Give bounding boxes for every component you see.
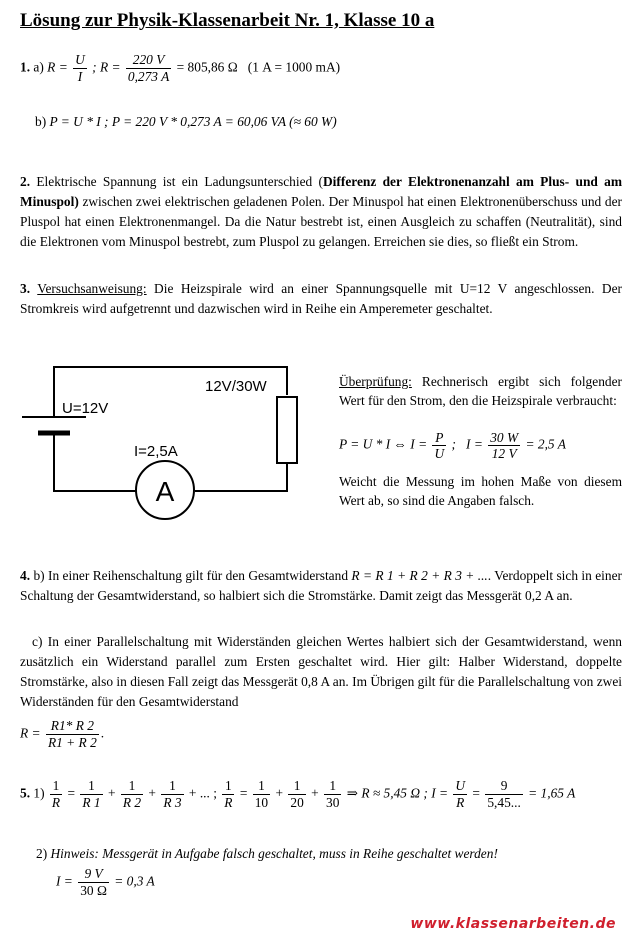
q5-frac-a3: $\frac{1}{R 3}$ xyxy=(163,778,182,810)
q1a-fraction-ui: $\frac{U}{I}$ xyxy=(75,52,85,84)
check-lhs: P = U * I ⇔ I = xyxy=(339,436,428,452)
q5-frac-b3: $\frac{1}{30}$ xyxy=(326,778,340,810)
resistor-icon xyxy=(277,397,297,463)
q5-frac-values: $\frac{9}{5,45...}$ xyxy=(487,778,521,810)
q5-2-line xyxy=(36,846,498,862)
q3-number: 3. xyxy=(20,281,31,296)
q4c-paragraph: c) In einer Parallelschaltung mit Widerständen gleichen Wertes halbiert sich der Gesamtwiderstand, wenn zusätzlich ein Widerstand parallel zum Ersten geschaltet wird. Hier gilt: Halber Widerstand, doppelte Stromstärke, also in diesen Fall zeigt das Messgerät 0,8 A an. Im Übrigen gilt für die Parallelschaltung von zwei Widerständen für den Gesamtwiderstand xyxy=(20,634,622,709)
check-mid: ; I = xyxy=(451,436,483,452)
q4c-formula xyxy=(20,718,104,751)
q5-number: 5. xyxy=(20,785,31,801)
q5-frac-b0: $\frac{1}{R}$ xyxy=(224,778,233,810)
q4-number: 4. xyxy=(20,568,31,583)
q1-number: 1. xyxy=(20,59,31,75)
q4b-text-1: b) In einer Reihenschaltung gilt für den Gesamtwiderstand xyxy=(33,568,352,583)
check-result: = 2,5 A xyxy=(525,436,566,452)
footer-website-link[interactable]: www.klassenarbeiten.de xyxy=(410,916,616,932)
q4c-fraction: $\frac{R1* R 2}{R1 + R 2}$ xyxy=(47,718,97,750)
q1a-lhs: R = xyxy=(47,59,68,75)
q5-i-lhs: I = xyxy=(431,785,449,801)
q2-number: 2. xyxy=(20,174,31,189)
q4c-lhs: R = xyxy=(20,725,41,741)
q5-1-label: 1) xyxy=(33,785,45,801)
resistor-label: 12V/30W xyxy=(205,378,267,395)
q5-frac-ur: $\frac{U}{R}$ xyxy=(455,778,466,810)
q3-paragraph xyxy=(20,279,622,319)
q1a-label: a) xyxy=(33,59,44,75)
q4b-text-2: . Verdoppelt sich in einer Schaltung der Gesamtwiderstand, so halbiert sich die Stromstärke. Damit zeigt das Messgerät 0,2 A an. xyxy=(20,568,622,603)
circuit-wire-left xyxy=(54,433,136,491)
circuit-diagram xyxy=(0,355,330,530)
q5-2-result: = 0,3 A xyxy=(114,873,155,889)
voltage-label: U=12V xyxy=(62,400,109,417)
q1a-note: (1 A = 1000 mA) xyxy=(247,59,341,75)
q5-2-fraction: $\frac{9 V}{30 \Omega}$ xyxy=(80,866,107,898)
q5-hint: Hinweis: Messgerät in Aufgabe falsch geschaltet, muss in Reihe geschaltet werden! xyxy=(50,846,498,861)
q1a-sep: ; R = xyxy=(92,59,121,75)
q5-frac-b2: $\frac{1}{20}$ xyxy=(290,778,304,810)
q1b-line xyxy=(35,114,337,130)
q1b-label: b) xyxy=(35,114,47,129)
q5-1-line: 5. 1) $\frac{1}{R}$ = $\frac{1}{R 1}$ + $\frac{1}{R 2}$ + $\frac{1}{R 3}$ + ... ; $\frac{1}{R}$ = $\frac{1}{10}$ + $\frac{1}{20}$ + $\frac{1}{30}$ ⇒ R ≈ 5,45 Ω ; I = $\frac{U}{R}$ = $\frac{9}{5,45...}$ = 1,65 A xyxy=(20,778,576,810)
q5-frac-a1: $\frac{1}{R 1}$ xyxy=(82,778,101,810)
q5-2-formula xyxy=(56,866,155,899)
check-fraction-pu: $\frac{P}{U}$ xyxy=(434,430,445,461)
page-title: Lösung zur Physik-Klassenarbeit Nr. 1, Klasse 10 a xyxy=(20,10,435,31)
q1a-fraction-values: $\frac{220 V}{0,273 A}$ xyxy=(127,52,170,84)
q2-paragraph xyxy=(20,172,622,252)
check-conclusion: Weicht die Messung im hohen Maße von diesem Wert ab, so sind die Angaben falsch. xyxy=(339,474,622,508)
check-formula xyxy=(339,430,566,461)
q2-bold-text: Differenz der Elektronenanzahl am Plus- und am Minuspol) xyxy=(20,174,622,209)
circuit-wire-right xyxy=(195,463,287,491)
q5-2-label: 2) xyxy=(36,846,48,861)
current-label: I=2,5A xyxy=(134,443,178,460)
ammeter-symbol: A xyxy=(155,476,175,507)
q1a-line xyxy=(20,52,340,85)
check-text: Rechnerisch ergibt sich folgender Wert für den Strom, den die Heizspirale verbraucht: xyxy=(339,374,622,408)
q5-result-b: ⇒ R ≈ 5,45 Ω ; xyxy=(346,785,428,801)
q3-text: Die Heizspirale wird an einer Spannungsquelle mit U=12 V angeschlossen. Der Stromkreis wird aufgetrennt und dazwischen wird in Reihe ein Amperemeter geschaltet. xyxy=(20,281,623,316)
q4b-paragraph xyxy=(20,566,622,606)
q2-text-before: Elektrische Spannung ist ein Ladungsunterschied ( xyxy=(36,174,324,189)
check-fraction-values: $\frac{30 W}{12 V}$ xyxy=(490,430,519,461)
q4b-formula: R = R 1 + R 2 + R 3 + ... xyxy=(351,568,488,583)
q5-frac-b1: $\frac{1}{10}$ xyxy=(254,778,269,810)
q5-frac-a2: $\frac{1}{R 2}$ xyxy=(122,778,142,810)
q2-text-after: zwischen zwei elektrischen geladenen Polen. Der Minuspol hat einen Elektronenüberschuss und der Pluspol hat einen Elektronenmangel. Da die Natur bestrebt ist, einen Ausgleich zu schaffen (Neutralität), sind die Elektronen vom Minuspol bestrebt, zum Pluspol zu gelangen. Erreichen sie dies, so fließt ein Strom. xyxy=(20,194,622,249)
check-paragraph xyxy=(339,372,622,410)
q5-i-result: = 1,65 A xyxy=(528,785,576,801)
q1a-result: = 805,86 Ω xyxy=(176,59,238,75)
q1b-formula: P = U * I ; P = 220 V * 0,273 A = 60,06 VA (≈ 60 W) xyxy=(49,114,337,129)
q3-label: Versuchsanweisung: xyxy=(37,281,147,296)
q5-tail-a: + ... ; xyxy=(188,785,217,801)
q4c-end: . xyxy=(100,725,105,741)
check-label: Überprüfung: xyxy=(339,374,412,389)
q5-frac-a0: $\frac{1}{R}$ xyxy=(51,778,61,810)
q5-2-lhs: I = xyxy=(56,873,73,889)
